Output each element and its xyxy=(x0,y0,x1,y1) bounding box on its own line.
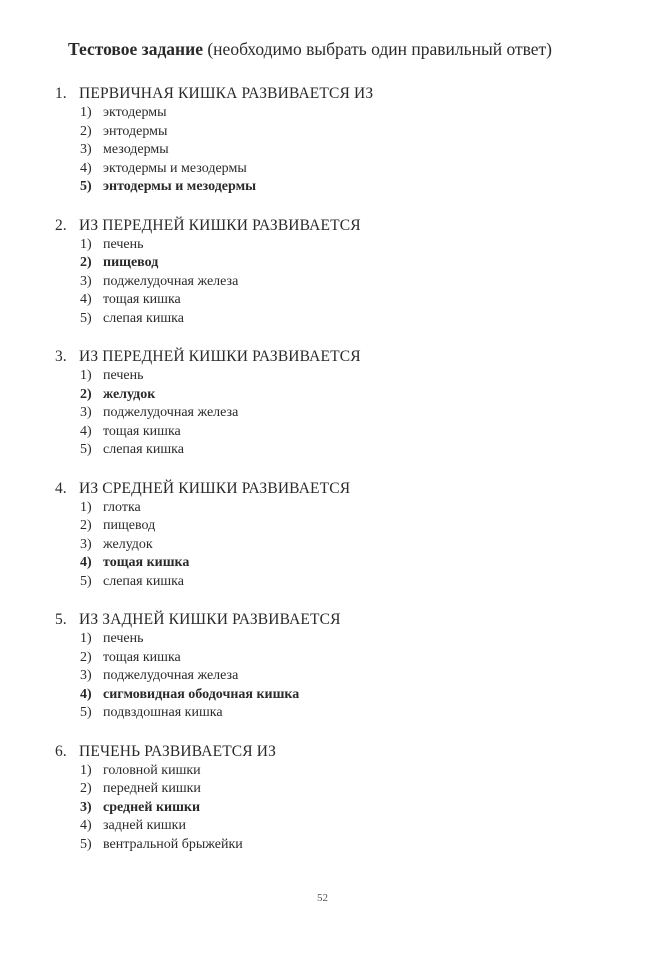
option-text: печень xyxy=(103,368,144,383)
question-number: 6. xyxy=(55,742,67,760)
answer-option xyxy=(0,273,645,292)
question-number: 4. xyxy=(55,479,67,497)
answer-option xyxy=(0,141,645,160)
option-number: 4) xyxy=(80,423,92,439)
answer-option xyxy=(0,310,645,329)
option-text: мезодермы xyxy=(103,142,169,157)
option-text: энтодермы и мезодермы xyxy=(103,179,257,194)
answer-option-correct xyxy=(0,178,645,197)
answer-option-correct xyxy=(0,254,645,273)
answer-option xyxy=(0,649,645,668)
question-3 xyxy=(0,347,645,460)
option-text: вентральной брыжейки xyxy=(103,836,243,852)
option-number: 3) xyxy=(80,536,92,552)
option-text: поджелудочная железа xyxy=(103,668,239,683)
option-text: печень xyxy=(103,236,144,252)
answer-option-correct xyxy=(0,686,645,705)
option-text: передней кишки xyxy=(103,781,201,796)
option-text: слепая кишка xyxy=(103,310,184,326)
question-heading xyxy=(0,216,645,236)
answer-option xyxy=(0,817,645,836)
option-text: желудок xyxy=(103,386,156,402)
answer-option-correct xyxy=(0,386,645,405)
option-text: пищевод xyxy=(103,518,156,533)
title-bold: Тестовое задание xyxy=(68,39,203,59)
answer-option xyxy=(0,667,645,686)
option-text: желудок xyxy=(103,536,153,552)
question-text: ПЕРВИЧНАЯ КИШКА РАЗВИВАЕТСЯ ИЗ xyxy=(79,85,374,102)
answer-option xyxy=(0,236,645,255)
question-heading xyxy=(0,347,645,367)
answer-option xyxy=(0,123,645,142)
option-number: 1) xyxy=(80,499,92,515)
option-text: сигмовидная ободочная кишка xyxy=(103,686,300,702)
question-text: ИЗ ПЕРЕДНЕЙ КИШКИ РАЗВИВАЕТСЯ xyxy=(79,348,361,365)
option-number: 2) xyxy=(80,649,92,665)
question-text: ИЗ СРЕДНЕЙ КИШКИ РАЗВИВАЕТСЯ xyxy=(79,479,351,497)
answer-option xyxy=(0,423,645,442)
answer-option xyxy=(0,404,645,423)
option-number: 5) xyxy=(80,442,92,457)
option-number: 1) xyxy=(80,368,92,383)
question-number: 5. xyxy=(55,611,67,628)
option-text: пищевод xyxy=(103,255,159,270)
question-1 xyxy=(0,84,645,197)
question-text: ПЕЧЕНЬ РАЗВИВАЕТСЯ ИЗ xyxy=(79,742,277,760)
question-6 xyxy=(0,742,645,855)
option-number: 1) xyxy=(80,631,92,646)
question-number: 2. xyxy=(55,216,67,234)
answer-option xyxy=(0,704,645,723)
question-heading xyxy=(0,479,645,499)
question-list xyxy=(0,84,645,873)
option-number: 1) xyxy=(80,236,92,252)
option-text: головной кишки xyxy=(103,762,201,778)
question-text: ИЗ ЗАДНЕЙ КИШКИ РАЗВИВАЕТСЯ xyxy=(79,611,341,628)
option-number: 1) xyxy=(80,762,92,778)
answer-option-correct xyxy=(0,554,645,573)
question-heading xyxy=(0,742,645,762)
option-text: тощая кишка xyxy=(103,649,181,665)
answer-option xyxy=(0,160,645,179)
option-number: 2) xyxy=(80,123,92,139)
option-number: 4) xyxy=(80,160,92,176)
answer-option xyxy=(0,630,645,649)
option-text: подвздошная кишка xyxy=(103,705,223,720)
question-number: 1. xyxy=(55,85,67,102)
option-text: энтодермы xyxy=(103,123,168,139)
option-number: 4) xyxy=(80,292,92,307)
option-number: 4) xyxy=(80,555,92,570)
option-number: 4) xyxy=(80,686,92,702)
option-number: 3) xyxy=(80,799,92,815)
option-number: 5) xyxy=(80,179,92,194)
option-number: 3) xyxy=(80,142,92,157)
option-text: слепая кишка xyxy=(103,442,184,457)
title-rest: (необходимо выбрать один правильный ответ) xyxy=(202,39,553,59)
option-number: 2) xyxy=(80,518,92,533)
answer-option-correct xyxy=(0,799,645,818)
option-number: 2) xyxy=(80,781,92,796)
option-number: 3) xyxy=(80,668,92,683)
option-number: 2) xyxy=(80,386,92,402)
option-text: глотка xyxy=(103,499,141,515)
option-text: тощая кишка xyxy=(103,292,181,307)
option-text: задней кишки xyxy=(103,818,186,833)
answer-option xyxy=(0,441,645,460)
question-2 xyxy=(0,216,645,329)
page-title xyxy=(68,38,608,60)
option-text: поджелудочная железа xyxy=(103,273,239,289)
answer-option xyxy=(0,780,645,799)
option-text: эктодермы xyxy=(103,105,167,120)
option-text: тощая кишка xyxy=(103,423,181,439)
question-4 xyxy=(0,479,645,592)
answer-option xyxy=(0,836,645,855)
option-text: слепая кишка xyxy=(103,573,184,589)
question-5 xyxy=(0,610,645,723)
option-text: поджелудочная железа xyxy=(103,405,239,420)
answer-option xyxy=(0,291,645,310)
option-number: 5) xyxy=(80,836,92,852)
question-heading xyxy=(0,84,645,104)
option-text: средней кишки xyxy=(103,799,201,815)
option-number: 5) xyxy=(80,573,92,589)
option-number: 5) xyxy=(80,310,92,326)
answer-option xyxy=(0,762,645,781)
option-number: 4) xyxy=(80,818,92,833)
option-number: 3) xyxy=(80,405,92,420)
option-text: тощая кишка xyxy=(103,555,190,570)
answer-option xyxy=(0,104,645,123)
option-number: 5) xyxy=(80,705,92,720)
answer-option xyxy=(0,499,645,518)
answer-option xyxy=(0,517,645,536)
option-text: эктодермы и мезодермы xyxy=(103,160,247,176)
answer-option xyxy=(0,367,645,386)
option-number: 3) xyxy=(80,273,92,289)
question-heading xyxy=(0,610,645,630)
option-text: печень xyxy=(103,631,144,646)
question-number: 3. xyxy=(55,348,67,365)
answer-option xyxy=(0,536,645,555)
page-number: 52 xyxy=(317,892,328,904)
question-text: ИЗ ПЕРЕДНЕЙ КИШКИ РАЗВИВАЕТСЯ xyxy=(79,216,361,234)
option-number: 2) xyxy=(80,255,92,270)
answer-option xyxy=(0,573,645,592)
option-number: 1) xyxy=(80,105,92,120)
